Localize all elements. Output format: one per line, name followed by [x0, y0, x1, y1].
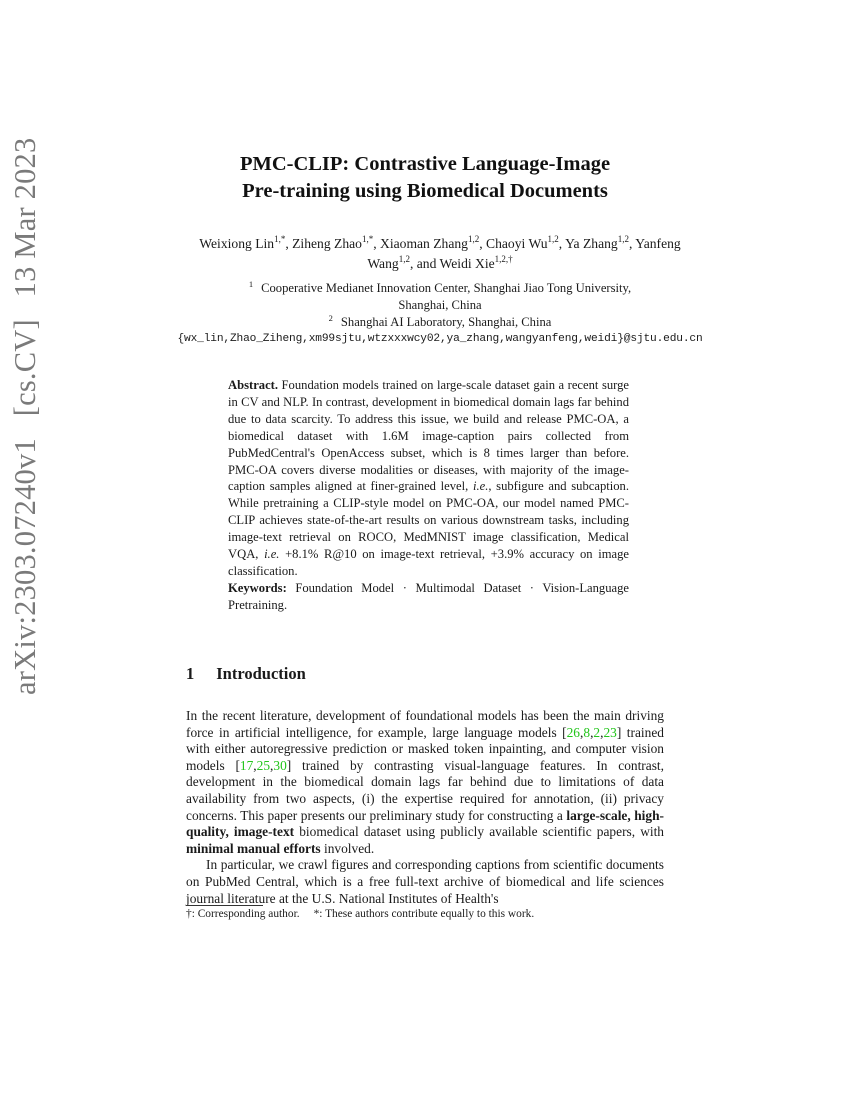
footnote-divider [186, 905, 263, 906]
intro-paragraph-2: In particular, we crawl figures and corresponding captions from scientific documents on PubMed Central, which is a free full-text archive of biomedical and life sciences journal literature at the U.S. National Institutes of Health's [186, 857, 664, 906]
keywords-text: Foundation Model · Multimodal Dataset · Vision-Language Pretraining. [228, 581, 629, 612]
abstract-label: Abstract. [228, 378, 279, 392]
author: Chaoyi Wu$^{1,2}$, [486, 234, 566, 251]
citation-link[interactable]: 30 [273, 757, 287, 773]
author: Xiaoman Zhang$^{1,2}$, [380, 234, 487, 251]
citation-link[interactable]: 2 [593, 724, 601, 740]
citation-link[interactable]: 17 [239, 757, 254, 773]
citation-link[interactable]: 26 [566, 724, 580, 740]
section-heading-introduction [186, 664, 306, 684]
author-list [190, 234, 690, 274]
author: Yanfeng Wang$^{1,2}$, and [367, 236, 681, 271]
author: Weixiong Lin$^{1,*}$, [199, 234, 293, 251]
footnote-equal-contribution: *: These authors contribute equally to this work. [313, 908, 535, 920]
section-number: 1 [186, 664, 195, 683]
paper-title [0, 151, 850, 205]
author: Weidi Xie$^{1,2,\dagger}$ [439, 254, 513, 271]
affiliation-1-line-2: Shanghai, China [398, 298, 482, 312]
citation-link[interactable]: 8 [583, 724, 591, 740]
affiliation-1: $^1$ Cooperative Medianet Innovation Center, Shanghai Jiao Tong University, [248, 279, 632, 295]
keywords [228, 580, 629, 614]
author-emails: {wx_lin,Zhao_Ziheng,xm99sjtu,wtzxxxwcy02,ya_zhang,wangyanfeng,weidi}@sjtu.edu.cn [177, 333, 703, 345]
author: Ziheng Zhao$^{1,*}$, [292, 234, 381, 251]
arxiv-id: arXiv:2303.07240v1 [8, 438, 42, 695]
section-title: Introduction [216, 664, 306, 683]
citation-link[interactable]: 23 [603, 724, 617, 740]
keywords-label: Keywords: [228, 581, 287, 595]
arxiv-date: 13 Mar 2023 [8, 137, 42, 298]
title-line-2: Pre-training using Biomedical Documents [242, 180, 608, 202]
citation-link[interactable]: 25 [256, 757, 271, 773]
introduction-body [186, 708, 664, 907]
author: Ya Zhang$^{1,2}$, [565, 234, 636, 251]
abstract: Abstract. Foundation models trained on large-scale dataset gain a recent surge in CV and NLP. In contrast, development in biomedical domain lags far behind due to data scarcity. To address this issue, we build and release PMC-OA, a biomedical dataset with 1.6M image-caption pairs collected from PubMedCentral's OpenAccess subset, which is 8 times larger than before. PMC-OA covers diverse modalities or diseases, with majority of the image-caption samples aligned at finer-grained level, i.e., subfigure and subcaption. While pretraining a CLIP-style model on PMC-OA, our model named PMC-CLIP achieves state-of-the-art results on various downstream tasks, including image-text retrieval on ROCO, MedMNIST image classification, Medical VQA, i.e. +8.1% R@10 on image-text retrieval, +3.9% accuracy on image classification. [228, 378, 629, 578]
arxiv-identifier-stamp [8, 124, 43, 695]
title-line-1: PMC-CLIP: Contrastive Language-Image [239, 153, 611, 175]
arxiv-category: [cs.CV] [8, 319, 42, 417]
footnotes [186, 908, 534, 920]
footnote-corresponding-author: †: Corresponding author. [186, 908, 300, 920]
affiliations [170, 280, 710, 348]
intro-paragraph-1: In the recent literature, development of foundational models has been the main driving force in artificial intelligence, for example, large language models [26,8,2,23] trained with either autoregressive prediction or masked token inpainting, and computer vision models [17,25,30] trained by contrasting visual-language features. In contrast, development in the biomedical domain lags far behind due to limitations of data availability from two aspects, (i) the expertise required for annotation, (ii) privacy concerns. This paper presents our preliminary study for constructing a large-scale, high-quality, image-text biomedical dataset using publicly available scientific papers, with minimal manual efforts involved. [186, 708, 664, 856]
affiliation-2: $^2$ Shanghai AI Laboratory, Shanghai, China [328, 313, 552, 329]
